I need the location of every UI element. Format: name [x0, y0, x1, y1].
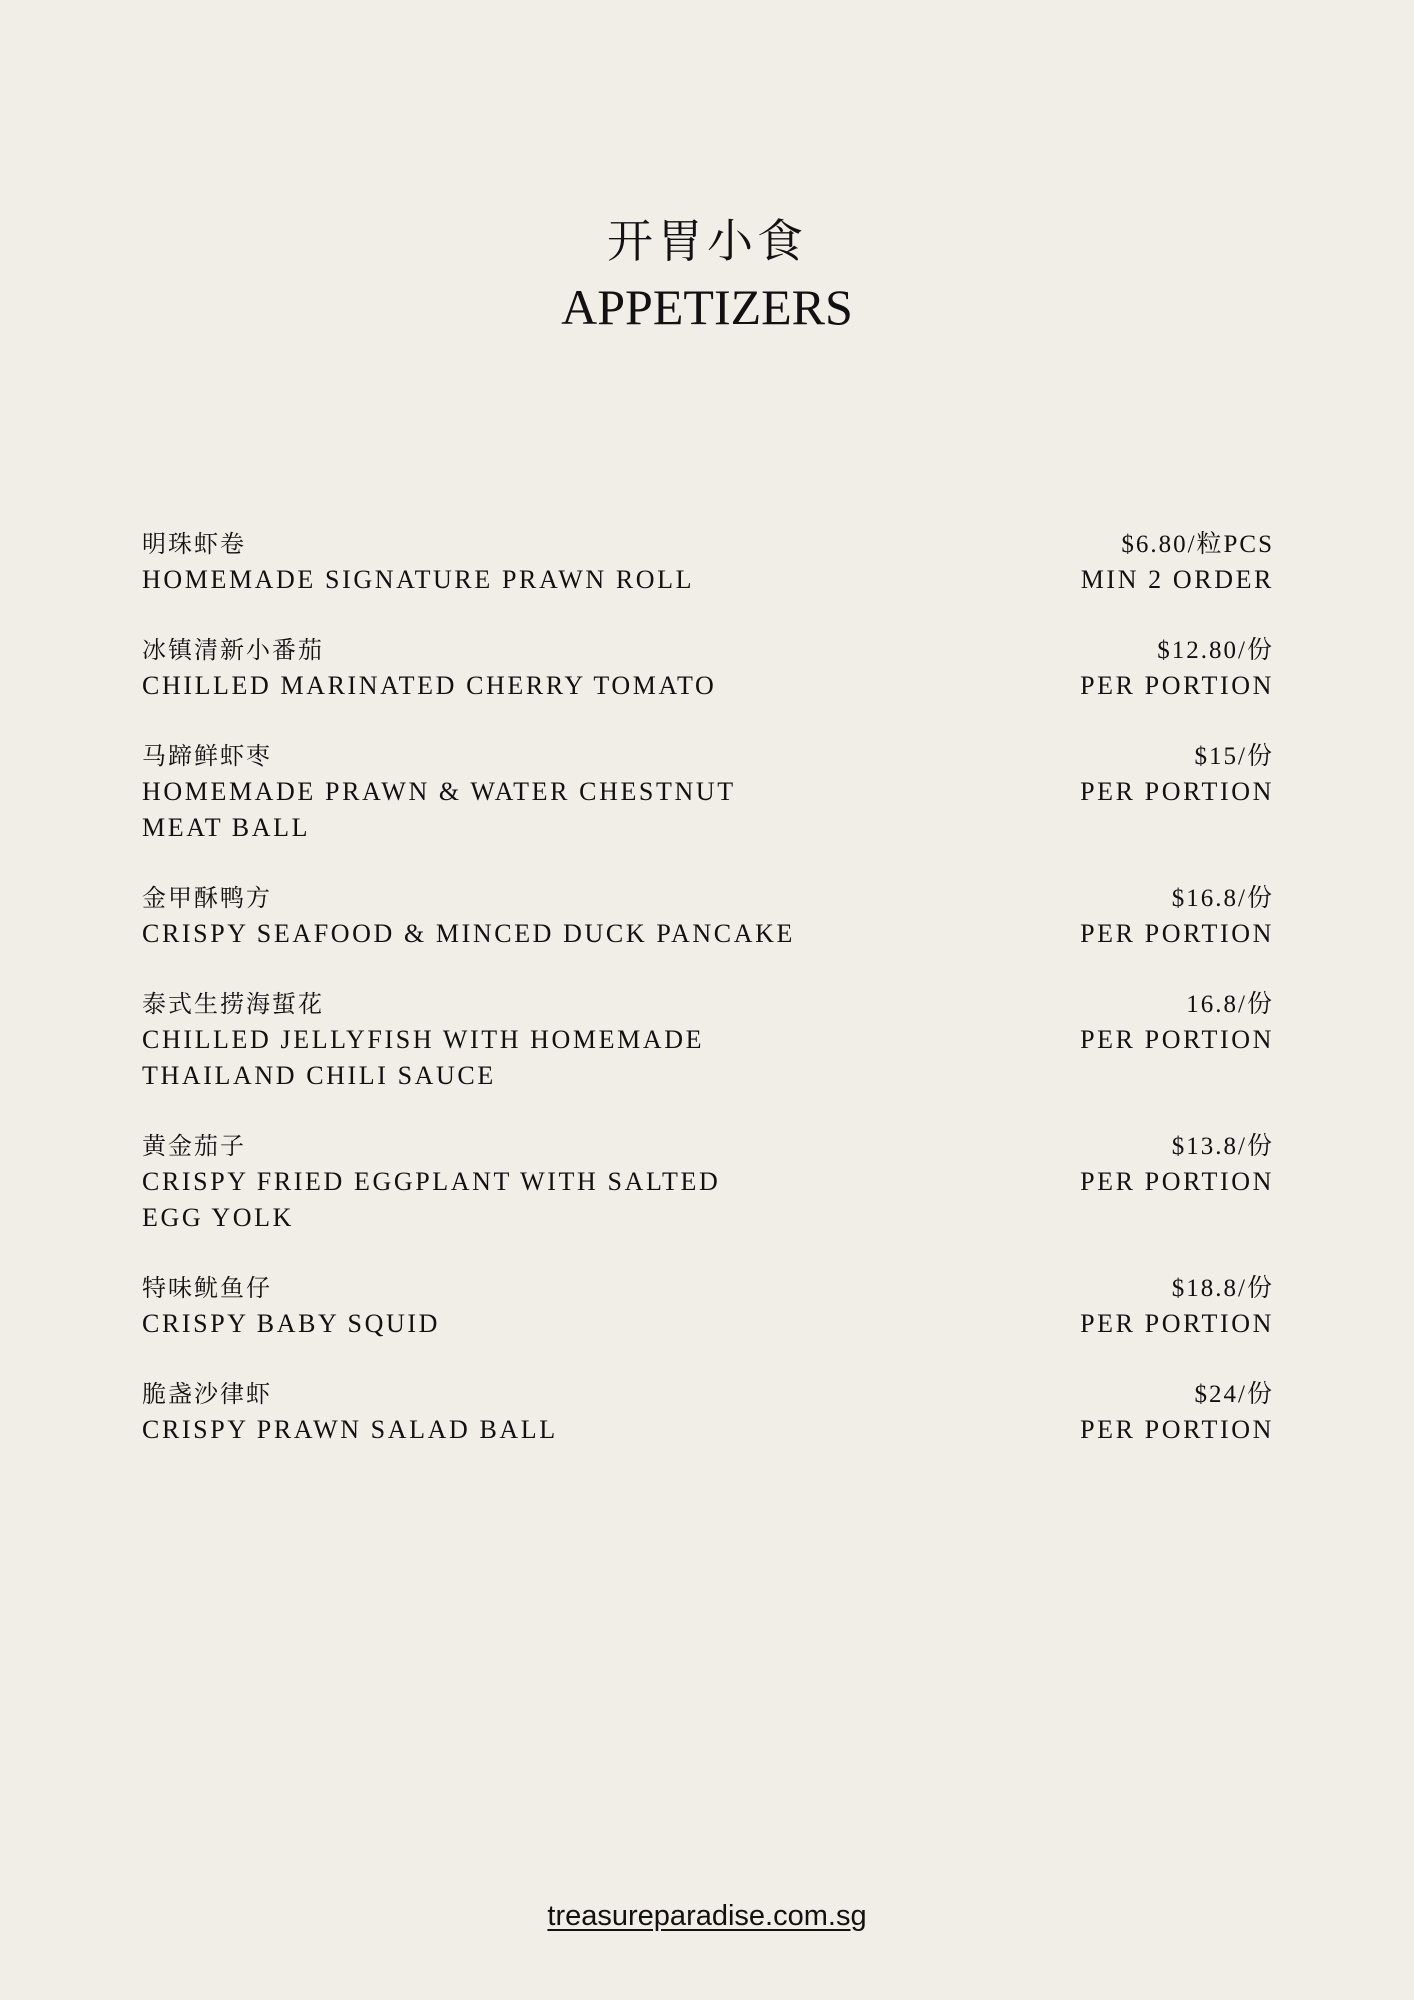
item-price-group: [1014, 739, 1274, 810]
item-unit: PER PORTION: [1080, 1309, 1274, 1338]
item-name-english: CHILLED JELLYFISH WITH HOMEMADE THAILAND CHILI SAUCE: [142, 1025, 705, 1090]
item-name-english: HOMEMADE PRAWN & WATER CHESTNUT MEAT BALL: [142, 777, 736, 842]
menu-item: [142, 739, 1274, 846]
page-title-chinese: 开胃小食: [607, 214, 807, 268]
item-price-group: [1014, 1377, 1274, 1448]
item-unit: PER PORTION: [1080, 1415, 1274, 1444]
item-name-english: CRISPY FRIED EGGPLANT WITH SALTED EGG YOLK: [142, 1167, 721, 1232]
item-unit: PER PORTION: [1080, 671, 1274, 700]
item-name-group: [142, 1271, 902, 1342]
item-name-chinese: 马蹄鲜虾枣: [142, 742, 272, 770]
item-name-group: [142, 633, 902, 704]
item-price: $18.8/份: [1171, 1275, 1274, 1302]
menu-header: [0, 208, 1414, 340]
item-price-group: [1014, 527, 1274, 598]
item-unit: PER PORTION: [1080, 777, 1274, 806]
menu-item: [142, 881, 1274, 952]
item-name-group: [142, 881, 902, 952]
item-price: $12.80/份: [1157, 637, 1274, 664]
item-price: 16.8/份: [1186, 991, 1274, 1018]
item-name-chinese: 脆盏沙律虾: [142, 1380, 272, 1408]
page-footer: [0, 1898, 1414, 1934]
item-price: $13.8/份: [1171, 1133, 1274, 1160]
item-price-group: [1014, 881, 1274, 952]
item-price-group: [1014, 1129, 1274, 1200]
menu-item: [142, 527, 1274, 598]
item-unit: PER PORTION: [1080, 919, 1274, 948]
item-name-group: [142, 1377, 902, 1448]
item-name-chinese: 特味鱿鱼仔: [142, 1274, 272, 1302]
item-name-chinese: 泰式生捞海蜇花: [142, 990, 324, 1018]
item-name-english: CRISPY BABY SQUID: [142, 1309, 440, 1338]
item-name-chinese: 黄金茄子: [142, 1132, 246, 1160]
website-link[interactable]: treasureparadise.com.sg: [547, 1900, 867, 1932]
item-price-group: [1014, 987, 1274, 1058]
page-title-english: APPETIZERS: [561, 279, 853, 335]
menu-item: [142, 633, 1274, 704]
item-name-group: [142, 987, 902, 1094]
appetizer-menu-list: [142, 527, 1274, 1483]
menu-item: [142, 1377, 1274, 1448]
menu-item: [142, 1271, 1274, 1342]
menu-item: [142, 1129, 1274, 1236]
menu-item: [142, 987, 1274, 1094]
item-price: $16.8/份: [1171, 885, 1274, 912]
item-unit: PER PORTION: [1080, 1025, 1274, 1054]
item-name-chinese: 明珠虾卷: [142, 530, 246, 558]
item-price: $15/份: [1194, 743, 1274, 770]
item-name-english: CHILLED MARINATED CHERRY TOMATO: [142, 671, 717, 700]
item-name-english: CRISPY PRAWN SALAD BALL: [142, 1415, 558, 1444]
item-name-group: [142, 527, 902, 598]
item-price-group: [1014, 1271, 1274, 1342]
item-name-chinese: 金甲酥鸭方: [142, 884, 272, 912]
item-name-group: [142, 739, 902, 846]
item-price: $6.80/粒PCS: [1121, 531, 1274, 558]
item-price: $24/份: [1194, 1381, 1274, 1408]
item-unit: MIN 2 ORDER: [1080, 565, 1274, 594]
item-name-english: CRISPY SEAFOOD & MINCED DUCK PANCAKE: [142, 919, 795, 948]
item-unit: PER PORTION: [1080, 1167, 1274, 1196]
item-name-english: HOMEMADE SIGNATURE PRAWN ROLL: [142, 565, 695, 594]
item-name-chinese: 冰镇清新小番茄: [142, 636, 324, 664]
item-price-group: [1014, 633, 1274, 704]
item-name-group: [142, 1129, 902, 1236]
